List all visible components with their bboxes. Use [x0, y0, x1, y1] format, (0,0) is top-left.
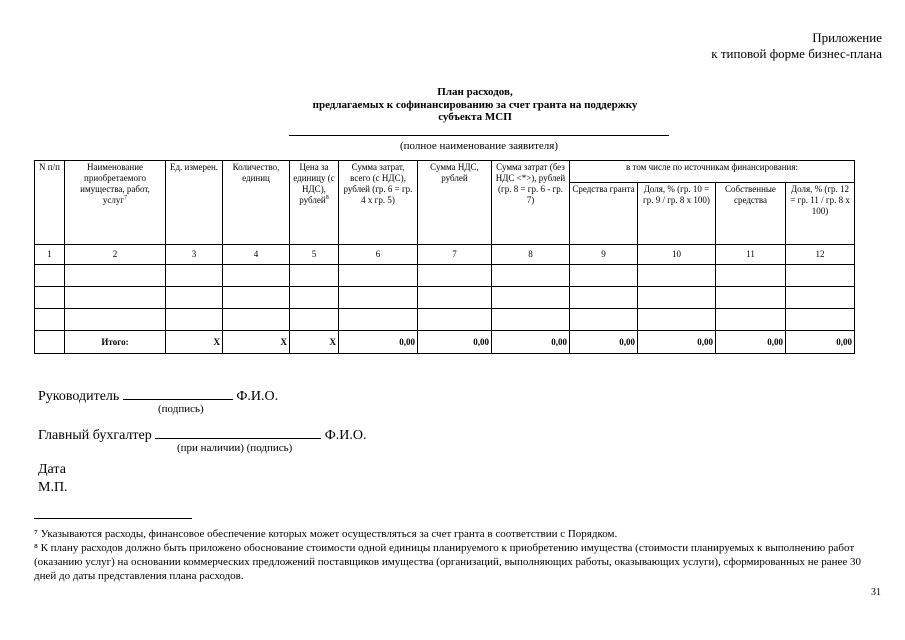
table-cell[interactable] [570, 265, 638, 287]
date-label: Дата [38, 462, 66, 477]
table-cell[interactable] [290, 265, 339, 287]
header-cell-quantity: Количество, единиц [223, 161, 290, 245]
table-cell[interactable] [638, 265, 716, 287]
column-number-cell: 11 [716, 245, 786, 265]
table-cell[interactable] [716, 265, 786, 287]
header-cell-vat: Сумма НДС, рублей [418, 161, 492, 245]
footnote-7: ⁷ Указываются расходы, финансовое обеспечение которых может осуществляться за счет гранта в соответствии с Порядком. [34, 528, 618, 540]
column-number-cell: 9 [570, 245, 638, 265]
table-cell[interactable] [638, 287, 716, 309]
footnote-8: ⁸ К плану расходов должно быть приложено обоснование стоимости одной единицы планируемого к приобретению имущества (стоимости планируемых к выполнению работ (оказанию услуг) на основании коммерческих предложений поставщиков имущества (организаций, выполняющих работы, оказывающих услуги), сформированных не ранее 30 дней до даты представления плана расходов. [34, 542, 862, 582]
page-number: 31 [871, 587, 881, 598]
table-cell[interactable] [492, 309, 570, 331]
title-line-2: предлагаемых к софинансированию за счет гранта на поддержку [312, 98, 638, 111]
table-cell[interactable] [290, 309, 339, 331]
title-line-3: субъекта МСП [438, 111, 512, 123]
table-cell[interactable] [223, 265, 290, 287]
table-cell[interactable] [492, 265, 570, 287]
column-number-cell: 10 [638, 245, 716, 265]
table-cell[interactable] [418, 287, 492, 309]
header-cell-own-funds: Собственные средства [716, 183, 786, 245]
column-number-cell: 8 [492, 245, 570, 265]
table-row-empty [35, 287, 855, 309]
table-cell[interactable] [716, 309, 786, 331]
table-cell[interactable] [570, 309, 638, 331]
column-number-cell: 3 [166, 245, 223, 265]
table-row-empty [35, 309, 855, 331]
head-label: Руководитель [38, 389, 120, 404]
total-cell-unit-price: X [290, 331, 339, 354]
accountant-signature-line [38, 424, 367, 444]
table-cell[interactable] [570, 287, 638, 309]
header-cell-item-name: Наименование приобретаемого имущества, работ, услуг$^7$ [65, 161, 166, 245]
accountant-fio: Ф.И.О. [324, 428, 367, 443]
header-cell-number: N п/п [35, 161, 65, 245]
table-cell[interactable] [35, 287, 65, 309]
column-number-cell: 5 [290, 245, 339, 265]
header-cell-unit: Ед. измерен. [166, 161, 223, 245]
total-cell-vat: 0,00 [418, 331, 492, 354]
table-cell[interactable] [339, 287, 418, 309]
table-cell[interactable] [166, 309, 223, 331]
column-number-cell: 2 [65, 245, 166, 265]
table-cell[interactable] [223, 287, 290, 309]
total-cell-number [35, 331, 65, 354]
table-cell[interactable] [339, 309, 418, 331]
header-cell-cost-without-vat: Сумма затрат (без НДС <*>), рублей (гр. 8 = гр. 6 - гр. 7) [492, 161, 570, 245]
header-cell-grant-share: Доля, % (гр. 10 = гр. 9 / гр. 8 x 100) [638, 183, 716, 245]
table-cell[interactable] [786, 287, 855, 309]
column-numbers-row [35, 245, 855, 265]
table-cell[interactable] [290, 287, 339, 309]
header-cell-grant-funds: Средства гранта [570, 183, 638, 245]
footnote-separator [34, 518, 192, 519]
table-cell[interactable] [716, 287, 786, 309]
head-signature-line [38, 385, 278, 405]
header-cell-own-share: Доля, % (гр. 12 = гр. 11 / гр. 8 x 100) [786, 183, 855, 245]
head-signature-field[interactable] [123, 385, 233, 400]
expense-plan-table [34, 160, 855, 354]
total-cell-unit: X [166, 331, 223, 354]
head-fio: Ф.И.О. [236, 389, 279, 404]
table-cell[interactable] [65, 309, 166, 331]
appendix-line-1: Приложение [812, 30, 882, 45]
total-cell-own-funds: 0,00 [716, 331, 786, 354]
header-cell-funding-sources: в том числе по источникам финансирования: [570, 161, 855, 183]
header-cell-unit-price: Цена за единицу (с НДС), рублей$^8$ [290, 161, 339, 245]
applicant-name-caption: (полное наименование заявителя) [399, 140, 559, 152]
title-line-1: План расходов, [437, 86, 513, 98]
table-cell[interactable] [638, 309, 716, 331]
total-cell-own-share: 0,00 [786, 331, 855, 354]
table-cell[interactable] [35, 265, 65, 287]
accountant-label: Главный бухгалтер [38, 428, 152, 443]
table-cell[interactable] [418, 309, 492, 331]
table-total-row [35, 331, 855, 354]
table-cell[interactable] [339, 265, 418, 287]
table-cell[interactable] [166, 287, 223, 309]
total-cell-grant-share: 0,00 [638, 331, 716, 354]
total-cell-grant-funds: 0,00 [570, 331, 638, 354]
document-title [240, 86, 710, 124]
applicant-name-line [289, 135, 669, 136]
total-cell-quantity: X [223, 331, 290, 354]
table-header-row [35, 161, 855, 183]
column-number-cell: 7 [418, 245, 492, 265]
table-cell[interactable] [166, 265, 223, 287]
table-row-empty [35, 265, 855, 287]
table-cell[interactable] [223, 309, 290, 331]
head-signature-caption: (подпись) [158, 403, 204, 415]
table-cell[interactable] [786, 265, 855, 287]
table-cell[interactable] [786, 309, 855, 331]
table-cell[interactable] [35, 309, 65, 331]
total-cell-cost-without-vat: 0,00 [492, 331, 570, 354]
header-cell-total-cost: Сумма затрат, всего (с НДС), рублей (гр. 6 = гр. 4 x гр. 5) [339, 161, 418, 245]
accountant-signature-field[interactable] [155, 424, 321, 439]
table-cell[interactable] [65, 265, 166, 287]
table-cell[interactable] [492, 287, 570, 309]
table-cell[interactable] [65, 287, 166, 309]
footnotes [34, 527, 879, 583]
accountant-signature-caption: (при наличии) (подпись) [177, 442, 293, 454]
appendix-line-2: к типовой форме бизнес-плана [711, 46, 882, 61]
column-number-cell: 12 [786, 245, 855, 265]
table-cell[interactable] [418, 265, 492, 287]
column-number-cell: 1 [35, 245, 65, 265]
column-number-cell: 6 [339, 245, 418, 265]
total-label: Итого: [65, 331, 166, 354]
total-cell-total-cost: 0,00 [339, 331, 418, 354]
appendix-header [711, 30, 882, 62]
column-number-cell: 4 [223, 245, 290, 265]
stamp-label: М.П. [38, 480, 68, 495]
